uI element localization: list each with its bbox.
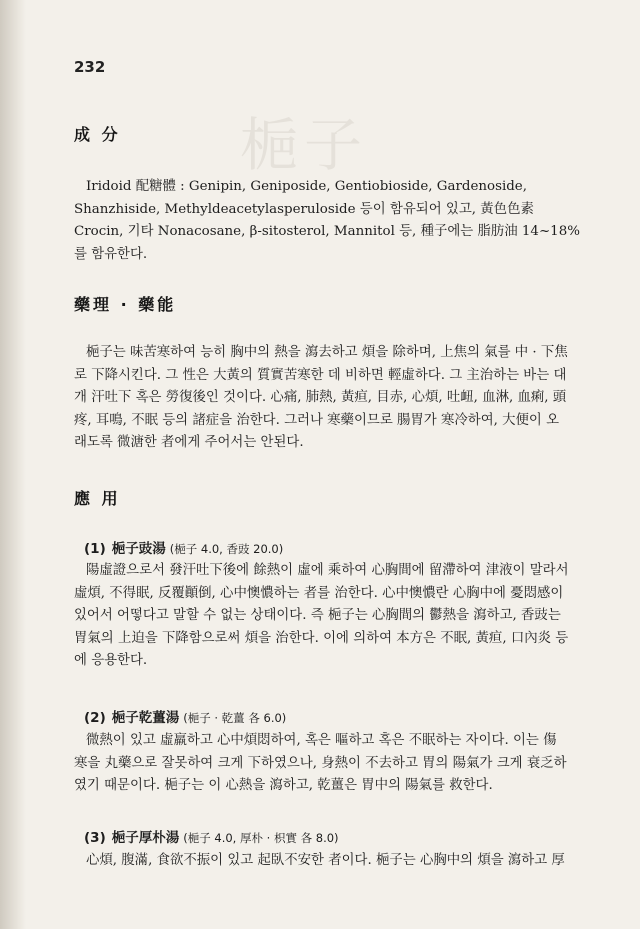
text-line: 寒을 丸藥으로 잘못하여 크게 下하였으나, 身熱이 不去하고 胃의 陽氣가 크게 衰乏하 — [74, 755, 567, 771]
text-line: 陽虛證으로서 發汗吐下後에 餘熱이 虛에 乘하여 心胸間에 留滯하여 津液이 말라서 — [86, 563, 569, 578]
formula-ingredients: (梔子 · 乾薑 各 6.0) — [183, 711, 287, 725]
formula-description — [74, 730, 598, 798]
text-line: 疼, 耳鳴, 不眠 등의 諸症을 治한다. 그러나 寒藥이므로 腸胃가 寒冷하여, 大便이 오 — [74, 412, 560, 428]
text-line: 로 下降시킨다. 그 性은 大黃의 質實苦寒한 데 비하면 輕虛하다. 그 主治하는 바는 대 — [74, 367, 567, 383]
text-line: 있어서 어떻다고 말할 수 없는 상태이다. 즉 梔子는 心胸間의 鬱熱을 瀉하고, 香豉는 — [74, 608, 561, 624]
text-line: 胃氣의 上迫을 下降함으로써 煩을 治한다. 이에 의하여 本方은 不眠, 黃疸, 口內炎 등 — [74, 630, 569, 646]
formula-name: 梔子厚朴湯 — [111, 830, 180, 846]
formula-title — [84, 706, 286, 726]
components-paragraph — [74, 176, 598, 266]
text-line: Crocin, 기타 Nonacosane, β-sitosterol, Mannitol 등, 種子에는 脂肪油 14~18% — [74, 224, 580, 240]
text-line: 微熱이 있고 虛羸하고 心中煩悶하여, 혹은 嘔하고 혹은 不眠하는 자이다. 이는 傷 — [86, 733, 557, 748]
text-line: 虛煩, 不得眠, 反覆顚倒, 心中懊憹하는 者를 治한다. 心中懊憹란 心胸中에 憂悶感이 — [74, 585, 564, 601]
text-line: 梔子는 味苦寒하여 능히 胸中의 熱을 瀉去하고 煩을 除하며, 上焦의 氣를 中 · 下焦 — [86, 345, 568, 360]
formula-title — [84, 826, 339, 846]
formula-ingredients: (梔子 4.0, 厚朴 · 枳實 各 8.0) — [183, 831, 339, 845]
formula-number: (3) — [84, 830, 106, 846]
formula-title — [84, 537, 283, 557]
text-line: 개 汗吐下 혹은 勞復後인 것이다. 心痛, 肺熱, 黃疸, 目赤, 心煩, 吐衄, 血淋, 血痢, 頭 — [74, 390, 567, 406]
bleed-through-watermark: 梔子 — [240, 111, 369, 179]
text-line: Iridoid 配糖體 : Genipin, Geniposide, Gentiobioside, Gardenoside, — [86, 179, 527, 194]
components-heading: 成 分 — [74, 125, 121, 144]
pharmacology-heading: 藥理 · 藥能 — [74, 295, 177, 314]
text-line: 心煩, 腹滿, 食欲不振이 있고 起臥不安한 者이다. 梔子는 心胸中의 煩을 瀉하고 厚 — [86, 853, 565, 868]
formula-ingredients: (梔子 4.0, 香豉 20.0) — [169, 542, 284, 556]
text-line: 를 함유한다. — [74, 246, 148, 262]
text-line: 에 응용한다. — [74, 653, 148, 669]
page-number: 232 — [74, 58, 106, 76]
page-gutter-shadow — [0, 0, 26, 929]
formula-name: 梔子豉湯 — [111, 541, 166, 557]
application-heading: 應 用 — [74, 489, 121, 508]
formula-number: (1) — [84, 541, 106, 557]
text-line: Shanzhiside, Methyldeacetylasperuloside 등이 함유되어 있고, 黃色色素 — [74, 201, 534, 217]
text-line: 래도록 微溏한 者에게 주어서는 안된다. — [74, 435, 304, 451]
formula-description — [74, 560, 598, 673]
formula-name: 梔子乾薑湯 — [111, 710, 180, 726]
formula-number: (2) — [84, 710, 106, 726]
pharmacology-paragraph — [74, 342, 598, 455]
formula-description — [74, 850, 598, 873]
text-line: 였기 때문이다. 梔子는 이 心熱을 瀉하고, 乾薑은 胃中의 陽氣를 救한다. — [74, 778, 493, 794]
